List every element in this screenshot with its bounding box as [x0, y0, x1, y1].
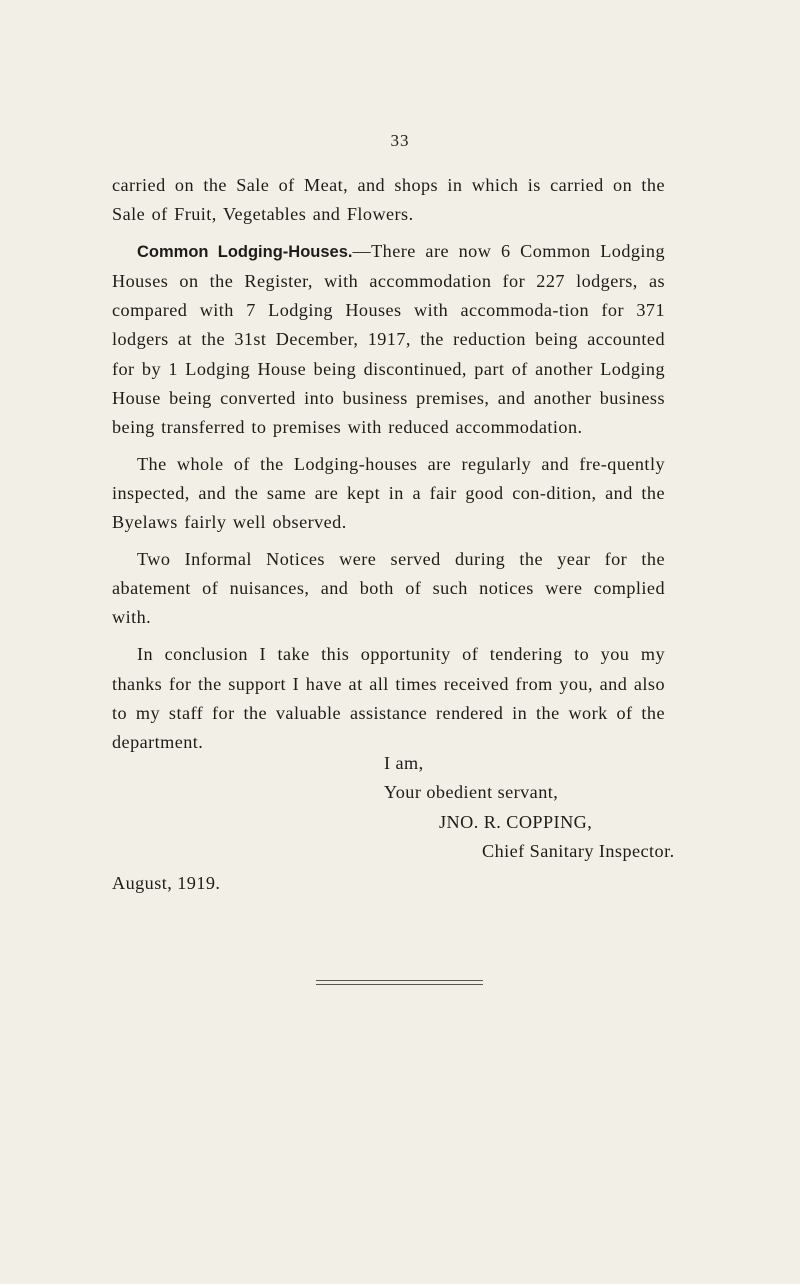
paragraph-conclusion: In conclusion I take this opportunity of tendering to you my thanks for the support I have at all times received from you, and also to my staff for the valuable assistance rendered in the work of the department.	[112, 644, 665, 752]
paragraph-sale-of-meat: carried on the Sale of Meat, and shops in which is carried on the Sale of Fruit, Vegetables and Flowers.	[112, 175, 665, 225]
report-body	[112, 171, 665, 765]
paragraph-common-lodging-houses	[112, 237, 665, 442]
end-rule-bottom	[316, 984, 483, 985]
paragraph-informal-notices: Two Informal Notices were served during the year for the abatement of nuisances, and both of such notices were complied with.	[112, 549, 665, 628]
salutation: I am,	[384, 753, 424, 773]
complimentary-close: Your obedient servant,	[384, 782, 559, 802]
signature-name: JNO. R. COPPING,	[439, 812, 593, 832]
page-number: 33	[390, 131, 410, 150]
paragraph-lodging-houses-text: —There are now 6 Common Lodging Houses on the Register, with accommodation for 227 lodgers, as compared with 7 Lodging Houses with accommoda-tion for 371 lodgers at the 31st December, 1917, the reduction being accounted for by 1 Lodging House being discontinued, part of another Lodging House being converted into business premises, and another business being transferred to premises with reduced accommodation.	[112, 241, 665, 437]
paragraph-inspection: The whole of the Lodging-houses are regularly and fre-quently inspected, and the same are kept in a fair good con-dition, and the Byelaws fairly well observed.	[112, 453, 665, 533]
end-rule-top	[316, 980, 483, 981]
signature-title: Chief Sanitary Inspector.	[482, 841, 675, 861]
section-heading-common-lodging-houses: Common Lodging-Houses.	[137, 243, 353, 262]
letter-date: August, 1919.	[112, 873, 221, 893]
